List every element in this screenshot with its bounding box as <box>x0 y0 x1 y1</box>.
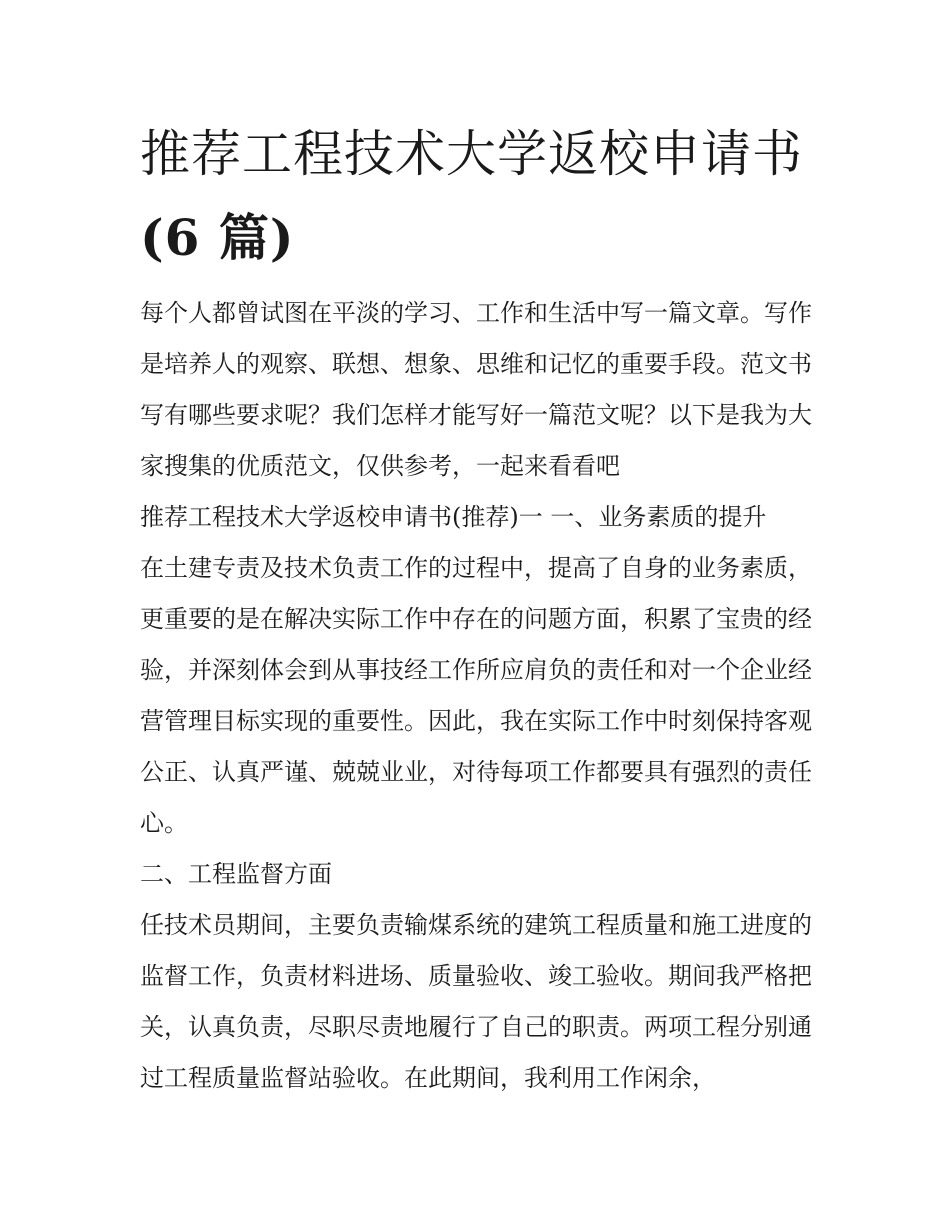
paragraph-intro: 每个人都曾试图在平淡的学习、工作和生活中写一篇文章。写作是培养人的观察、联想、想象、思维和记忆的重要手段。范文书写有哪些要求呢？我们怎样才能写好一篇范文呢？以下是我为大家搜集的优质范文，仅供参考，一起来看看吧 <box>140 299 812 480</box>
title-line-1: 推荐工程技术大学返校申请书 <box>140 125 803 183</box>
document-body <box>140 288 812 1104</box>
paragraph-heading-1: 推荐工程技术大学返校申请书(推荐)一 一、业务素质的提升 <box>140 503 767 531</box>
paragraph-business-quality: 在土建专责及技术负责工作的过程中，提高了自身的业务素质，更重要的是在解决实际工作中存在的问题方面，积累了宝贵的经验，并深刻体会到从事技经工作所应肩负的责任和对一个企业经营管理目标实现的重要性。因此，我在实际工作中时刻保持客观公正、认真严谨、兢兢业业，对待每项工作都要具有强烈的责任心。 <box>140 554 812 837</box>
document-title <box>140 112 812 280</box>
document-page <box>140 112 812 1104</box>
paragraph-heading-2: 二、工程监督方面 <box>140 860 332 888</box>
title-line-2: (6 篇) <box>140 208 295 267</box>
paragraph-supervision: 任技术员期间，主要负责输煤系统的建筑工程质量和施工进度的监督工作，负责材料进场、质量验收、竣工验收。期间我严格把关，认真负责，尽职尽责地履行了自己的职责。两项工程分别通过工程质量监督站验收。在此期间，我利用工作闲余， <box>140 911 812 1092</box>
